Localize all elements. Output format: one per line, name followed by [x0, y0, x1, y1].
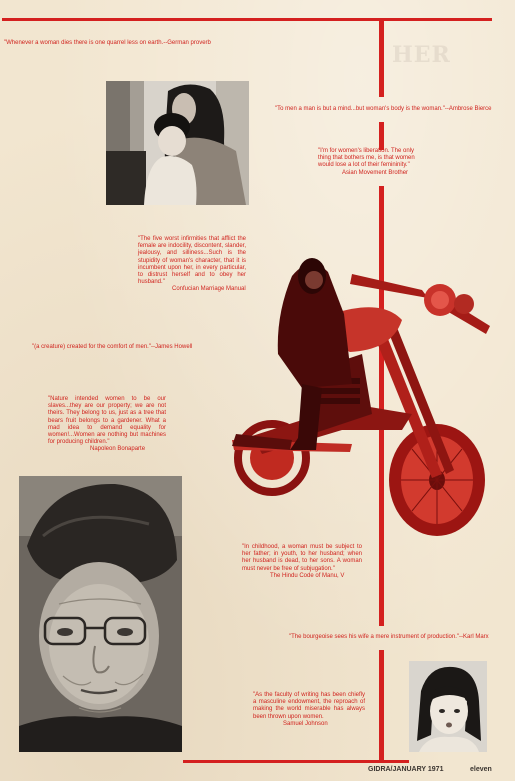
vertical-red-rule-mid	[379, 122, 384, 150]
quote-hindu-code-of-manu	[242, 544, 362, 580]
vertical-red-rule-bottom	[379, 650, 384, 760]
quote-asian-movement-text: "I'm for women's liberation. The only thing that bothers me, is that women would lose a lot of their femininity."	[318, 148, 415, 169]
quote-asian-movement-source: Asian Movement Brother	[342, 169, 409, 176]
photo-young-girl	[409, 661, 487, 752]
footer-page-number: eleven	[470, 766, 492, 773]
quote-napoleon-text: "Nature intended women to be our slaves...they are our property; we are not theirs. They belong to us, just as a tree that bears fruit belongs to a gardener. What a mad idea to demand equality for women!...Women are nothing but machines for producing children."	[48, 396, 166, 446]
quote-karl-marx: "The bourgeoise sees his wife a mere instrument of production."--Karl Marx	[289, 634, 489, 640]
quote-german-proverb: "Whenever a woman dies there is one quarrel less on earth.--German proverb	[4, 40, 211, 46]
quote-confucian-text: "The five worst infirmities that afflict the female are indocility, discontent, slander, jealousy, and silliness...Such is the stupidity of woman's character, that it is incumbent upon her, in every particular, to distrust herself and to obey her husband."	[138, 236, 246, 286]
vertical-red-rule-upper	[379, 21, 384, 97]
top-red-rule	[2, 18, 492, 21]
show-through-text: HER	[392, 42, 451, 68]
quote-napoleon-source: Napoleon Bonaparte	[90, 446, 146, 453]
quote-asian-movement	[318, 148, 428, 177]
quote-napoleon	[48, 396, 166, 454]
quote-confucian	[138, 236, 246, 294]
quote-samuel-johnson	[253, 692, 365, 728]
image-woman-on-motorcycle	[232, 254, 494, 536]
quote-ambrose-bierce: "To men a man is but a mind...but woman's body is the woman."--Ambrose Bierce	[275, 106, 492, 112]
quote-manu-text: "In childhood, a woman must be subject to her father; in youth, to her husband; when her husband is dead, to her sons. A woman must never be free of subjugation."	[242, 544, 362, 572]
quote-johnson-text: "As the faculty of writing has been chiefly a masculine endowment, the reproach of making the world miserable has always been thrown upon women.	[253, 692, 365, 720]
quote-johnson-source: Samuel Johnson	[283, 720, 328, 727]
quote-confucian-source: Confucian Marriage Manual	[172, 286, 246, 293]
photo-mother-and-child	[106, 81, 249, 205]
quote-james-howell: "(a creature) created for the comfort of men."--James Howell	[32, 344, 193, 350]
photo-elderly-woman	[19, 476, 182, 752]
bottom-red-rule	[183, 760, 409, 763]
quote-manu-source: The Hindu Code of Manu, V	[270, 572, 345, 579]
footer-publication: GIDRA/JANUARY 1971	[368, 766, 444, 773]
